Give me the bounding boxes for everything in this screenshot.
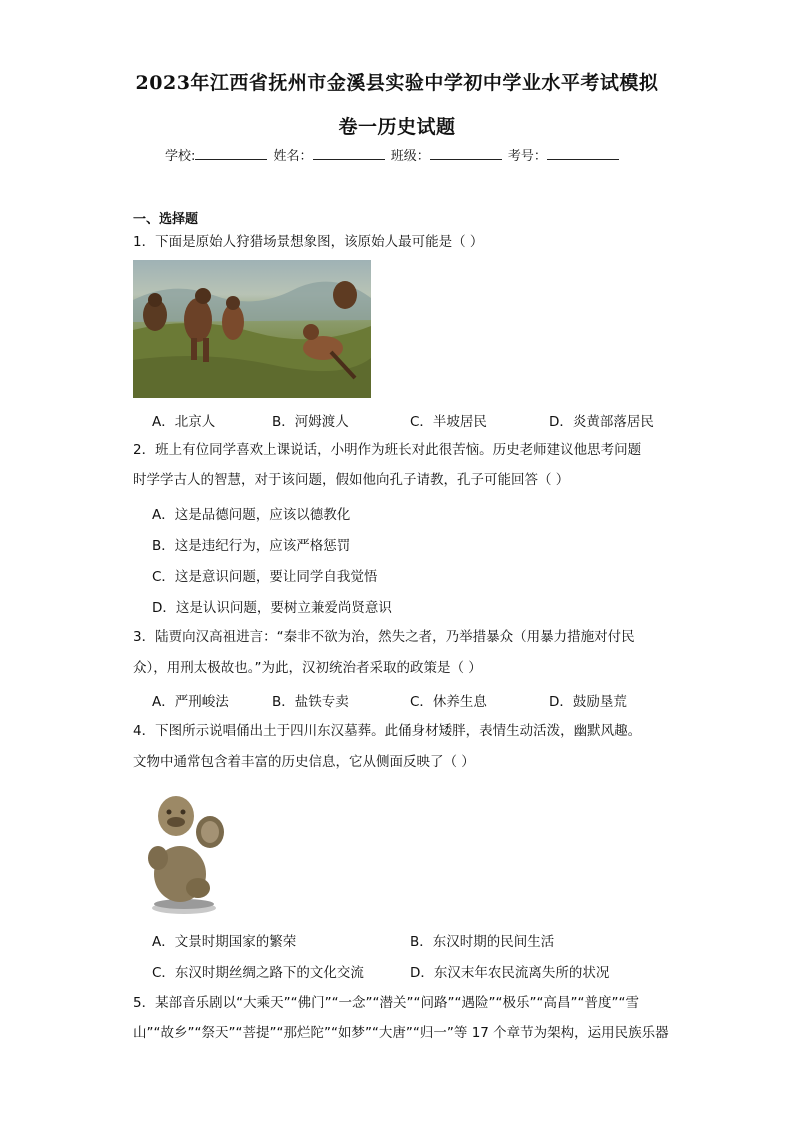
q3-stem-line1: 3．陆贾向汉高祖进言：“秦非不欲为治，然失之者，乃举措暴众（用暴力措施对付民 <box>133 629 635 645</box>
q2-option-d[interactable]: D．这是认识问题，要树立兼爱尚贤意识 <box>152 600 392 616</box>
class-blank[interactable] <box>430 147 502 160</box>
name-label: 姓名： <box>273 149 313 164</box>
primitive-hunting-illustration <box>133 260 371 398</box>
number-label: 考号： <box>507 149 547 164</box>
section-heading: 一、选择题 <box>133 212 199 227</box>
exam-title-line1: 2023年江西省抚州市金溪县实验中学初中学业水平考试模拟 <box>135 72 659 94</box>
q1-option-b[interactable]: B．河姆渡人 <box>272 414 349 430</box>
q1-option-c[interactable]: C．半坡居民 <box>410 414 487 430</box>
q2-option-b[interactable]: B．这是违纪行为，应该严格惩罚 <box>152 538 351 554</box>
q4-option-c[interactable]: C．东汉时期丝绸之路下的文化交流 <box>152 965 364 981</box>
q4-option-b[interactable]: B．东汉时期的民间生活 <box>410 934 555 950</box>
q2-stem-line2: 时学学古人的智慧，对于该问题，假如他向孔子请教，孔子可能回答（ ） <box>133 472 570 488</box>
q1-option-d[interactable]: D．炎黄部落居民 <box>549 414 654 430</box>
name-blank[interactable] <box>313 147 385 160</box>
q4-option-d[interactable]: D．东汉末年农民流离失所的状况 <box>410 965 610 981</box>
student-info-row <box>165 145 621 164</box>
q4-option-a[interactable]: A．文景时期国家的繁荣 <box>152 934 297 950</box>
q3-option-a[interactable]: A．严刑峻法 <box>152 694 229 710</box>
q5-stem-line2: 山”“故乡”“祭天”“菩提”“那烂陀”“如梦”“大唐”“归一”等 17 个章节为架构，运用民族乐器 <box>133 1025 669 1041</box>
school-blank[interactable] <box>195 147 267 160</box>
q2-stem-line1: 2．班上有位同学喜欢上课说话，小明作为班长对此很苦恼。历史老师建议他思考问题 <box>133 442 642 458</box>
q2-option-c[interactable]: C．这是意识问题，要让同学自我觉悟 <box>152 569 378 585</box>
q3-option-d[interactable]: D．鼓励垦荒 <box>549 694 627 710</box>
q3-option-b[interactable]: B．盐铁专卖 <box>272 694 349 710</box>
exam-title-line2: 卷一历史试题 <box>338 116 456 138</box>
class-label: 班级： <box>390 149 430 164</box>
q4-stem-line2: 文物中通常包含着丰富的历史信息，它从侧面反映了（ ） <box>133 754 475 770</box>
q1-option-a[interactable]: A．北京人 <box>152 414 216 430</box>
q4-stem-line1: 4．下图所示说唱俑出土于四川东汉墓葬。此俑身材矮胖，表情生动活泼，幽默风趣。 <box>133 723 642 739</box>
storyteller-figurine-photo <box>138 788 230 916</box>
school-label: 学校: <box>165 149 196 164</box>
q3-stem-line2: 众），用刑太极故也。”为此，汉初统治者采取的政策是（ ） <box>133 660 482 676</box>
q2-option-a[interactable]: A．这是品德问题，应该以德教化 <box>152 507 351 523</box>
q1-stem: 1．下面是原始人狩猎场景想象图，该原始人最可能是（ ） <box>133 234 484 250</box>
q3-option-c[interactable]: C．休养生息 <box>410 694 487 710</box>
number-blank[interactable] <box>547 147 619 160</box>
q5-stem-line1: 5．某部音乐剧以“大乘天”“佛门”“一念”“潜关”“问路”“遇险”“极乐”“高昌”“普度”“雪 <box>133 995 639 1011</box>
